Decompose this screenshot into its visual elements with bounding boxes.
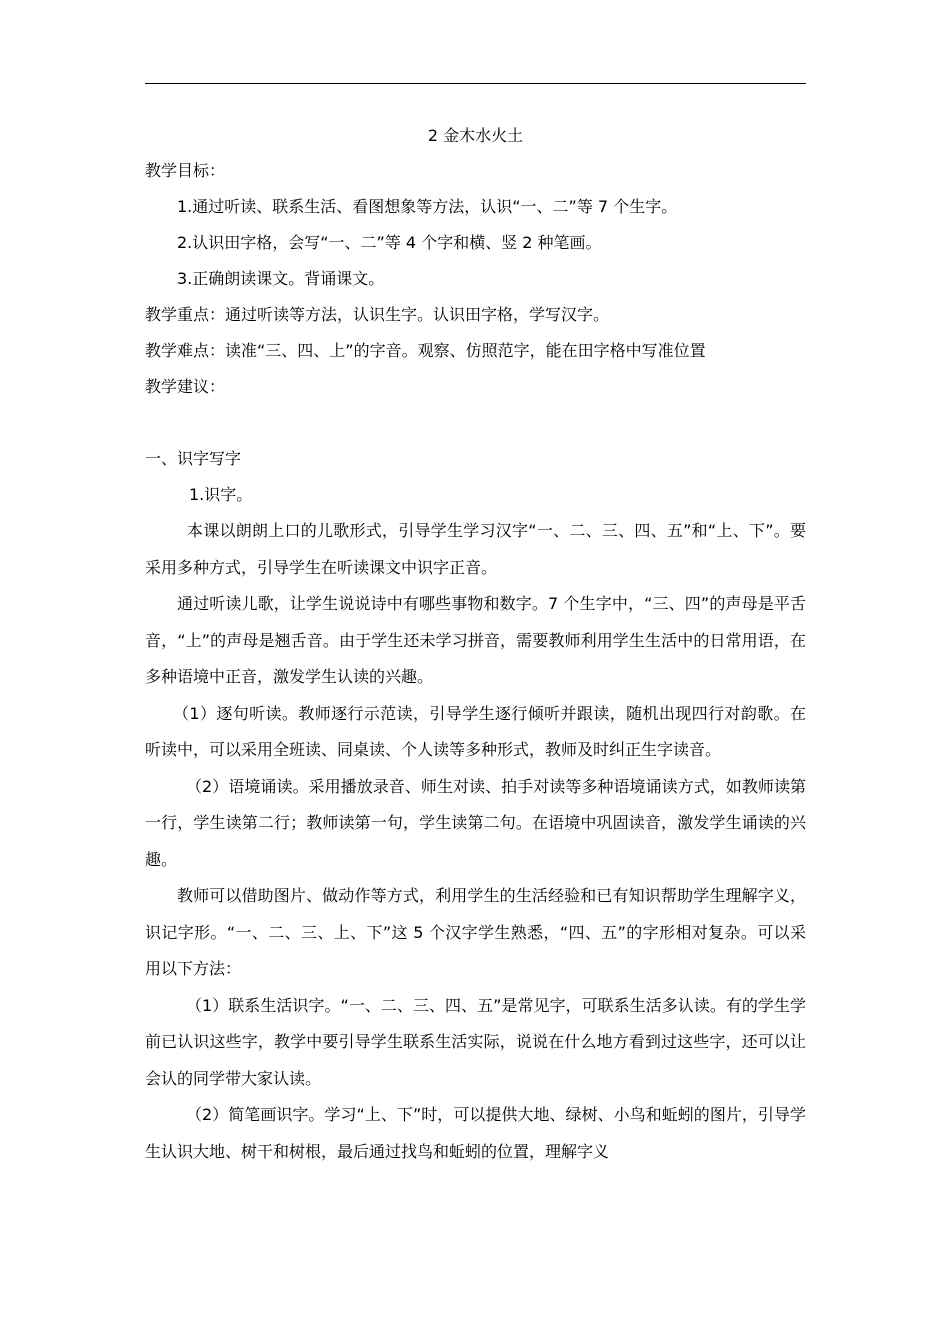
objective-item: 2.认识田字格，会写“一、二”等 4 个字和横、竖 2 种笔画。	[177, 233, 602, 252]
section-heading: 一、识字写字	[145, 449, 242, 468]
body-paragraph: （2）简笔画识字。学习“上、下”时，可以提供大地、绿树、小鸟和蚯蚓的图片，引导学生认识大地、树干和树根，最后通过找鸟和蚯蚓的位置，理解字义	[145, 1105, 806, 1161]
body-paragraph: （1）逐句听读。教师逐行示范读，引导学生逐行倾听并跟读，随机出现四行对韵歌。在听读中，可以采用全班读、同桌读、个人读等多种形式，教师及时纠正生字读音。	[145, 703, 806, 759]
body-paragraph: 本课以朗朗上口的儿歌形式，引导学生学习汉字“一、二、三、四、五”和“上、下”。要采用多种方式，引导学生在听读课文中识字正音。	[145, 521, 806, 577]
body-paragraph: 通过听读儿歌，让学生说说诗中有哪些事物和数字。7 个生字中，“三、四”的声母是平舌音，“上”的声母是翘舌音。由于学生还未学习拼音，需要教师利用学生生活中的日常用语，在多种语境中正音，激发学生认读的兴趣。	[145, 594, 806, 686]
body-paragraph: 教师可以借助图片、做动作等方式，利用学生的生活经验和已有知识帮助学生理解字义，识记字形。“一、二、三、上、下”这 5 个汉字学生熟悉，“四、五”的字形相对复杂。可以采用以下方法：	[145, 886, 806, 978]
difficulties: 教学难点：读准“三、四、上”的字音。观察、仿照范字，能在田字格中写准位置	[145, 341, 706, 360]
key-points: 教学重点：通过听读等方法，认识生字。认识田字格，学写汉字。	[145, 305, 610, 324]
blank-line	[145, 405, 806, 441]
suggestions-heading: 教学建议：	[145, 377, 226, 396]
objectives-heading: 教学目标：	[145, 161, 226, 180]
header-rule	[145, 83, 806, 84]
objective-item: 1.通过听读、联系生活、看图想象等方法，认识“一、二”等 7 个生字。	[177, 197, 678, 216]
body-paragraph: （1）联系生活识字。“一、二、三、四、五”是常见字，可联系生活多认读。有的学生学前已认识这些字，教学中要引导学生联系生活实际，说说在什么地方看到过这些字，还可以让会认的同学带大家认读。	[145, 995, 806, 1088]
lesson-title: 2 金木水火土	[427, 126, 524, 145]
document-body	[145, 118, 806, 1170]
body-paragraph: （2）语境诵读。采用播放录音、师生对读、拍手对读等多种语境诵读方式，如教师读第一行，学生读第二行；教师读第一句，学生读第二句。在语境中巩固读音，激发学生诵读的兴趣。	[145, 776, 806, 869]
subsection-heading: 1.识字。	[189, 485, 253, 504]
objective-item: 3.正确朗读课文。背诵课文。	[177, 269, 385, 288]
